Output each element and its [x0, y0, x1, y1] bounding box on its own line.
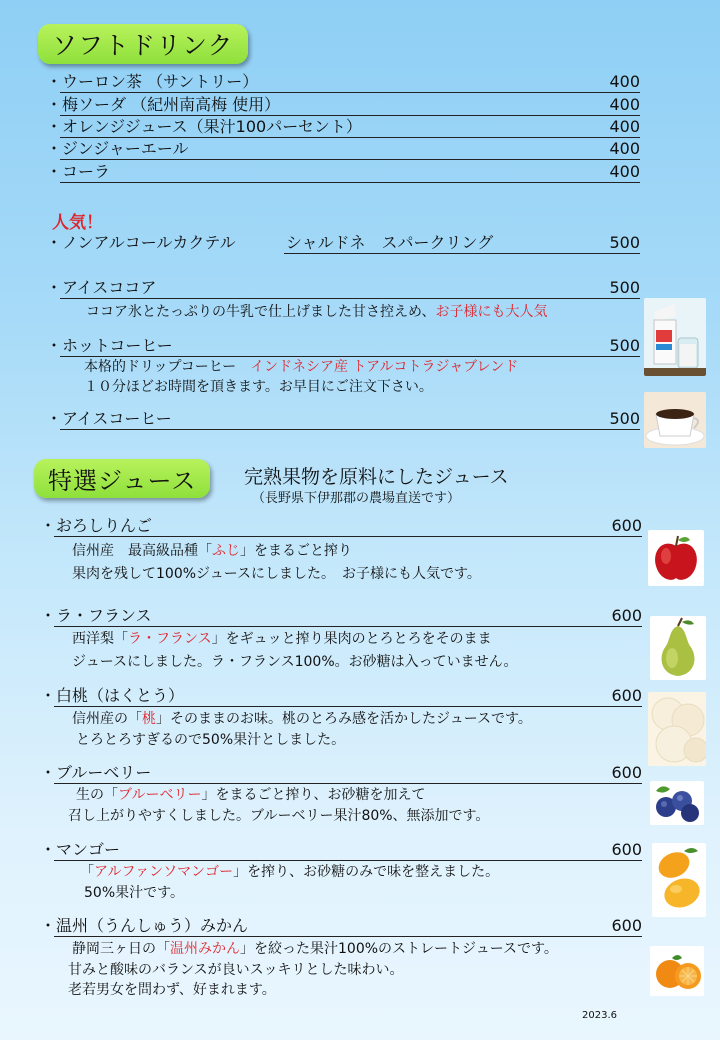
divider	[60, 115, 640, 116]
hot-coffee-description	[84, 358, 518, 376]
item-price: 500	[609, 278, 640, 297]
menu-item-ginger-ale	[46, 139, 640, 159]
desc-highlight: 桃	[142, 711, 156, 727]
desc-text: 静岡三ヶ日の「	[72, 941, 170, 957]
desc-highlight: ふじ	[212, 543, 240, 559]
juice-desc-line: 老若男女を問わず、好まれます。	[68, 982, 276, 998]
item-price: 400	[609, 139, 640, 158]
menu-item-mocktail	[46, 233, 640, 253]
juice-desc-line: 50%果汁です。	[84, 885, 184, 901]
desc-highlight: ラ・フランス	[128, 631, 212, 647]
divider	[60, 356, 640, 357]
mocktail-name: シャルドネ スパークリング	[286, 233, 494, 252]
menu-item-ume-soda	[46, 95, 640, 115]
item-price: 400	[609, 117, 640, 136]
desc-text: ココア氷とたっぷりの牛乳で仕上げました甘さ控えめ、	[86, 304, 436, 320]
divider	[54, 536, 642, 537]
juice-item-apple	[40, 516, 642, 536]
juice-desc-line	[72, 630, 492, 648]
juice-desc-line	[76, 786, 425, 804]
juice-item-blueberry	[40, 763, 642, 783]
menu-item-oolong	[46, 72, 640, 92]
desc-text: 」を搾り、お砂糖のみで味を整えました。	[233, 864, 500, 880]
item-name: ・ウーロン茶 （サントリー）	[46, 72, 259, 91]
desc-text: 」を絞った果汁100%のストレートジュースです。	[240, 941, 558, 957]
pear-photo	[650, 616, 706, 680]
item-price: 400	[609, 95, 640, 114]
desc-text: 信州産 最高級品種「	[72, 543, 212, 559]
item-price: 600	[611, 606, 642, 625]
item-price: 400	[609, 72, 640, 91]
hot-coffee-note: １０分ほどお時間を頂きます。お早目にご注文下さい。	[84, 379, 433, 395]
item-price: 600	[611, 686, 642, 705]
desc-text: 生の「	[76, 787, 118, 803]
divider	[54, 936, 642, 937]
juice-desc-line: ジュースにしました。ラ・フランス100%。お砂糖は入っていません。	[72, 654, 518, 670]
divider	[54, 860, 642, 861]
item-price: 500	[609, 409, 640, 428]
divider	[284, 253, 640, 254]
juice-desc-line	[72, 940, 558, 958]
item-name: ・白桃（はくとう）	[40, 686, 185, 705]
item-name: ・温州（うんしゅう）みかん	[40, 916, 249, 935]
iced-cocoa-description	[86, 303, 547, 321]
divider	[60, 137, 640, 138]
juice-item-la-france	[40, 606, 642, 626]
juice-desc-line	[72, 710, 532, 728]
desc-highlight: インドネシア産 トアルコトラジャブレンド	[250, 359, 519, 375]
juice-note: （長野県下伊那郡の農場直送です）	[252, 491, 461, 506]
juice-item-mango	[40, 840, 642, 860]
divider	[54, 626, 642, 627]
item-name: ・ノンアルコールカクテル	[46, 233, 236, 252]
desc-text: 」をまるごと搾り、お砂糖を加えて	[201, 787, 426, 803]
divider	[60, 182, 640, 183]
divider	[60, 159, 640, 160]
divider	[60, 429, 640, 430]
juice-desc-line: 召し上がりやすくしました。ブルーベリー果汁80%、無添加です。	[68, 808, 490, 824]
mango-photo	[652, 843, 706, 917]
desc-text: 」をまるごと搾り	[240, 543, 352, 559]
desc-text: 西洋梨「	[72, 631, 128, 647]
blueberry-photo	[650, 781, 704, 825]
item-price: 500	[609, 233, 640, 252]
desc-highlight: お子様にも大人気	[435, 304, 548, 320]
desc-text: 「	[80, 864, 94, 880]
juice-subtitle: 完熟果物を原料にしたジュース	[244, 466, 509, 488]
desc-text: 」そのままのお味。桃のとろみ感を活かしたジュースです。	[156, 711, 532, 727]
item-name: ・梅ソーダ （紀州南高梅 使用）	[46, 95, 281, 114]
item-price: 600	[611, 516, 642, 535]
soft-drink-heading: ソフトドリンク	[38, 24, 248, 64]
juice-desc-line: 甘みと酸味のバランスが良いスッキリとした味わい。	[68, 962, 404, 978]
juice-desc-line	[72, 542, 352, 560]
milk-carton-photo	[644, 298, 706, 376]
apple-photo	[648, 530, 704, 586]
juice-desc-line: 果肉を残して100%ジュースにしました。 お子様にも人気です。	[72, 566, 481, 582]
mandarin-photo	[650, 946, 704, 996]
divider	[54, 783, 642, 784]
item-name: ・コーラ	[46, 162, 111, 181]
item-name: ・ブルーベリー	[40, 763, 152, 782]
juice-item-mandarin	[40, 916, 642, 936]
desc-text: 本格的ドリップコーヒー	[84, 359, 251, 375]
desc-highlight: ブルーベリー	[118, 787, 202, 803]
item-price: 600	[611, 840, 642, 859]
menu-item-iced-coffee	[46, 409, 640, 429]
item-name: ・アイスコーヒー	[46, 409, 172, 428]
peach-photo	[648, 692, 706, 766]
menu-item-cola	[46, 162, 640, 182]
item-name: ・ジンジャーエール	[46, 139, 189, 158]
divider	[60, 298, 640, 299]
divider	[60, 92, 640, 93]
juice-desc-line: とろとろすぎるので50%果汁としました。	[76, 732, 346, 748]
item-name: ・アイスココア	[46, 278, 157, 297]
menu-item-orange-juice	[46, 117, 640, 137]
date-stamp: 2023.6	[582, 1010, 617, 1021]
item-name: ・オレンジジュース（果汁100パーセント）	[46, 117, 362, 136]
desc-highlight: 温州みかん	[170, 941, 240, 957]
item-name: ・マンゴー	[40, 840, 121, 859]
item-price: 500	[609, 336, 640, 355]
item-name: ・おろしりんご	[40, 516, 153, 535]
menu-item-iced-cocoa	[46, 278, 640, 298]
item-name: ・ホットコーヒー	[46, 336, 173, 355]
menu-item-hot-coffee	[46, 336, 640, 356]
item-price: 400	[609, 162, 640, 181]
desc-text: 」をギュッと搾り果肉のとろとろをそのまま	[211, 631, 492, 647]
desc-text: 信州産の「	[72, 711, 142, 727]
juice-heading: 特選ジュース	[34, 459, 210, 498]
juice-desc-line	[80, 863, 499, 881]
item-name: ・ラ・フランス	[40, 606, 152, 625]
item-price: 600	[611, 916, 642, 935]
popular-label: 人気！	[52, 213, 103, 233]
desc-highlight: アルファンソマンゴー	[94, 864, 234, 880]
item-price: 600	[611, 763, 642, 782]
coffee-cup-photo	[644, 392, 706, 448]
divider	[54, 706, 642, 707]
juice-item-peach	[40, 686, 642, 706]
